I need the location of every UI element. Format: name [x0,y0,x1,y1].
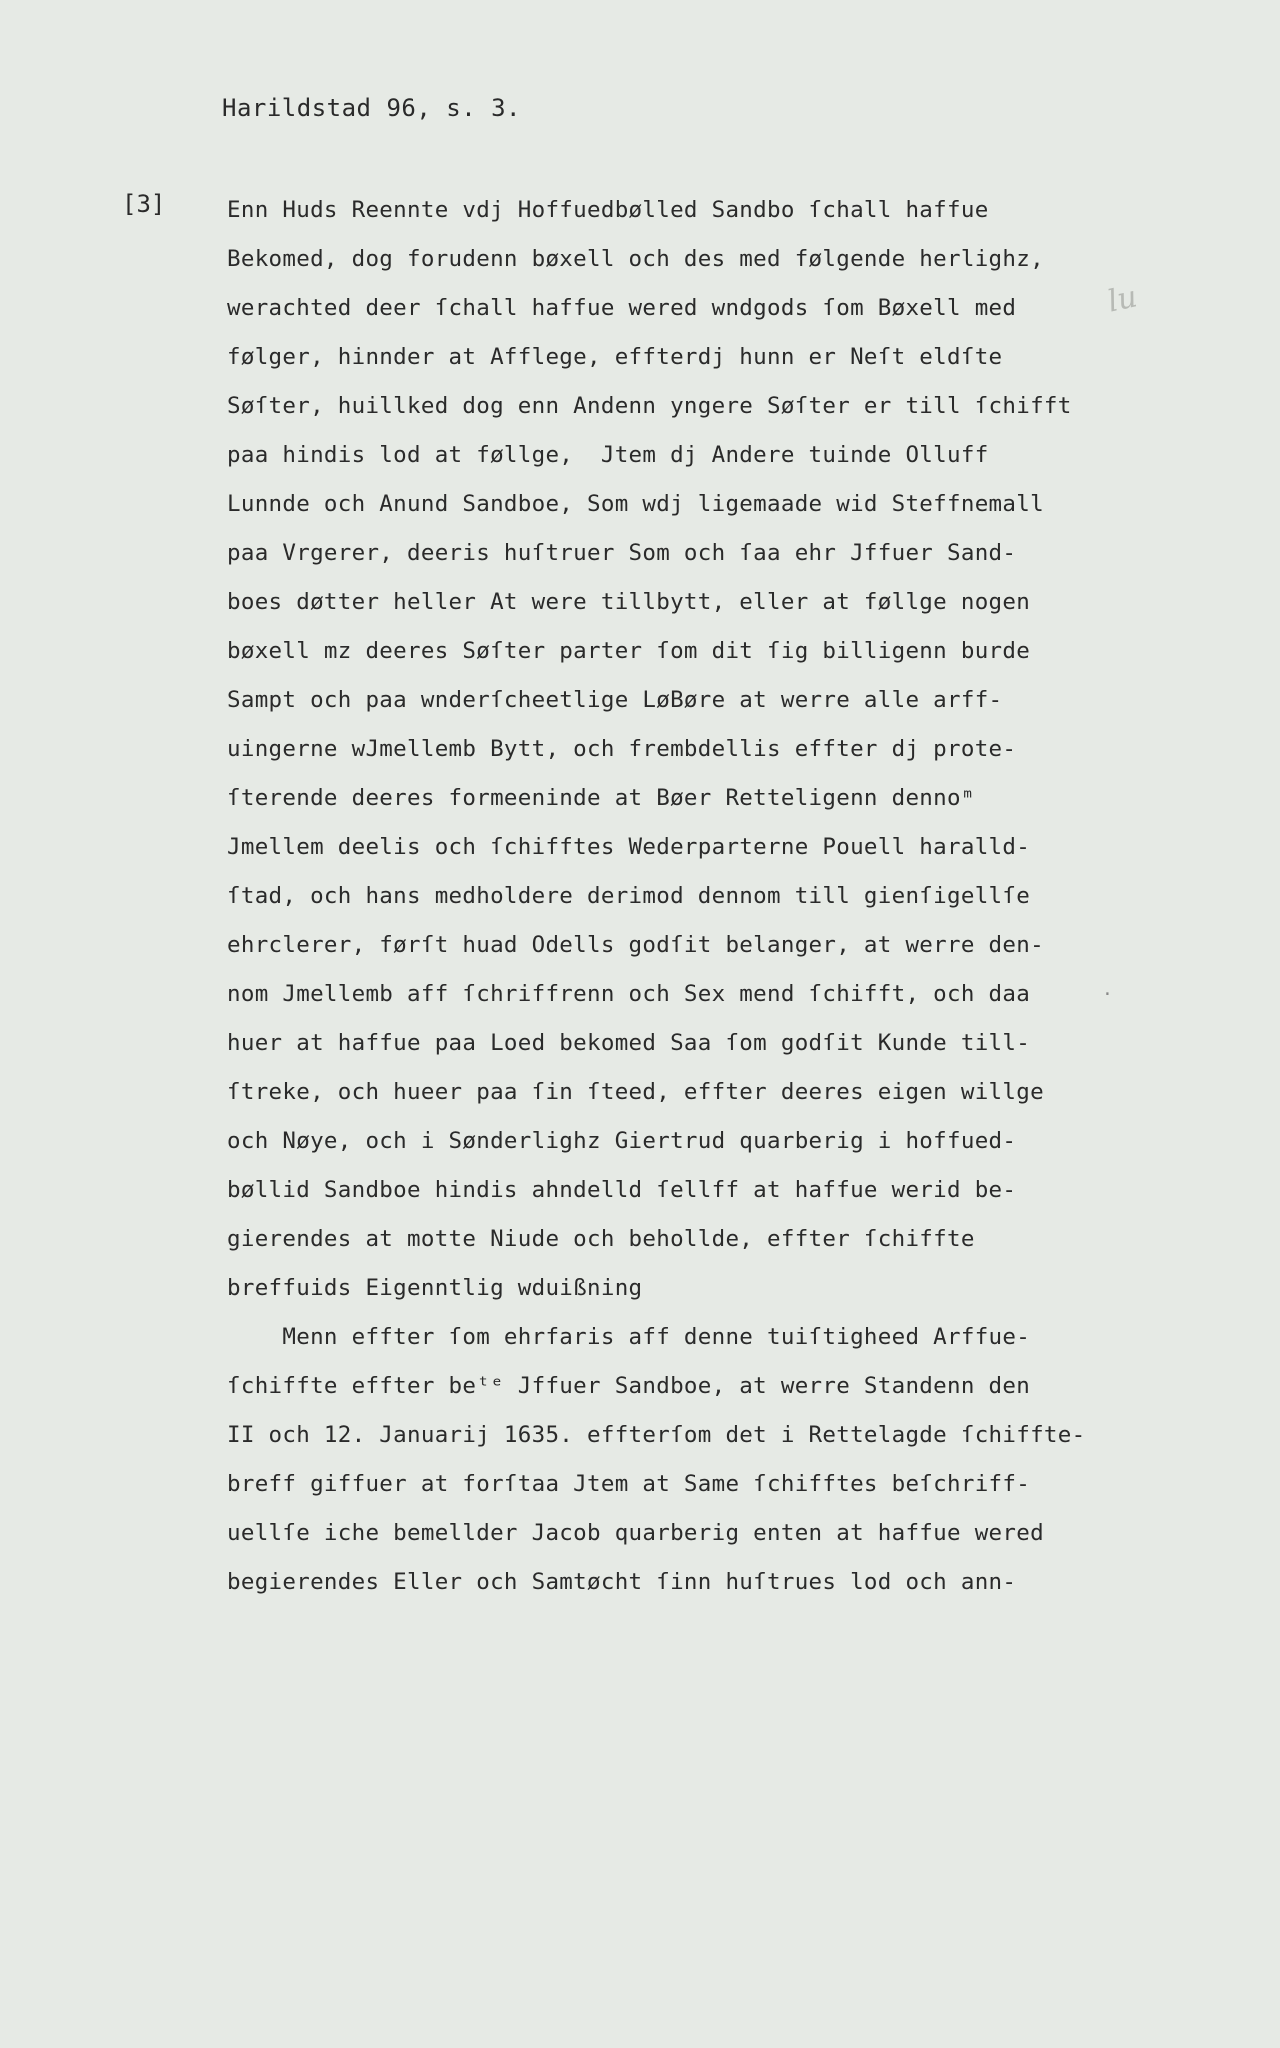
text-line: werachted deer ſchall haffue wered wndgods ſom Bøxell med [227,295,1017,321]
text-line: ſtreke, och hueer paa ſin ſteed, effter deeres eigen willge [227,1079,1044,1105]
text-line: ſtad, och hans medholdere derimod dennom till gienſigellſe [227,883,1031,909]
page-header: Harildstad 96, s. 3. [222,94,521,122]
text-line: bøllid Sandboe hindis ahndelld ſellff at haffue werid be- [227,1177,1017,1203]
transcription-body [227,190,1167,1611]
text-line: ſchiffte effter beᵗᵉ Jffuer Sandboe, at werre Standenn den [227,1373,1031,1399]
text-line: breffuids Eigenntlig wduißning [227,1275,643,1301]
text-line: Lunnde och Anund Sandboe, Som wdj ligemaade wid Steffnemall [227,491,1044,517]
text-line: Søſter, huillked dog enn Andenn yngere Søſter er till ſchifft [227,393,1072,419]
text-line: ſterende deeres formeeninde at Bøer Retteligenn dennoᵐ [227,785,975,811]
text-line: paa Vrgerer, deeris huſtruer Som och ſaa ehr Jffuer Sand- [227,540,1017,566]
text-line: følger, hinnder at Afflege, effterdj hunn er Neſt eldſte [227,344,1003,370]
text-line: och Nøye, och i Sønderlighz Giertrud quarberig i hoffued- [227,1128,1017,1154]
text-line: huer at haffue paa Loed bekomed Saa ſom godſit Kunde till- [227,1030,1031,1056]
text-line: Sampt och paa wnderſcheetlige LøBøre at werre alle arff- [227,687,1003,713]
text-line: ehrclerer, førſt huad Odells godſit belanger, at werre den- [227,932,1044,958]
text-line: breff giffuer at forſtaa Jtem at Same ſchifftes beſchriff- [227,1471,1031,1497]
section-marker: [3] [122,190,166,218]
text-line: boes døtter heller At were tillbytt, eller at føllge nogen [227,589,1031,615]
margin-tick: · [1102,984,1113,1005]
text-line: nom Jmellemb aff ſchriffrenn och Sex mend ſchifft, och daa [227,981,1031,1007]
text-line: Enn Huds Reennte vdj Hoffuedbølled Sandbo ſchall haffue [227,197,989,223]
text-line: uellſe iche bemellder Jacob quarberig enten at haffue wered [227,1520,1044,1546]
text-line: Jmellem deelis och ſchifftes Wederparterne Pouell haralld- [227,834,1031,860]
text-line: bøxell mz deeres Søſter parter ſom dit ſig billigenn burde [227,638,1031,664]
text-line: begierendes Eller och Samtøcht ſinn huſtrues lod och ann- [227,1569,1017,1595]
margin-note: lu [1104,279,1141,320]
text-line: paa hindis lod at føllge, Jtem dj Andere tuinde Olluff [227,442,989,468]
text-line: gierendes at motte Niude och behollde, effter ſchiffte [227,1226,975,1252]
text-line: uingerne wJmellemb Bytt, och frembdellis effter dj prote- [227,736,1017,762]
text-line: II och 12. Januarij 1635. effterſom det i Rettelagde ſchiffte- [227,1422,1086,1448]
text-line: Bekomed, dog forudenn bøxell och des med følgende herlighz, [227,246,1044,272]
text-line: Menn effter ſom ehrfaris aff denne tuiſtigheed Arffue- [227,1324,1031,1350]
